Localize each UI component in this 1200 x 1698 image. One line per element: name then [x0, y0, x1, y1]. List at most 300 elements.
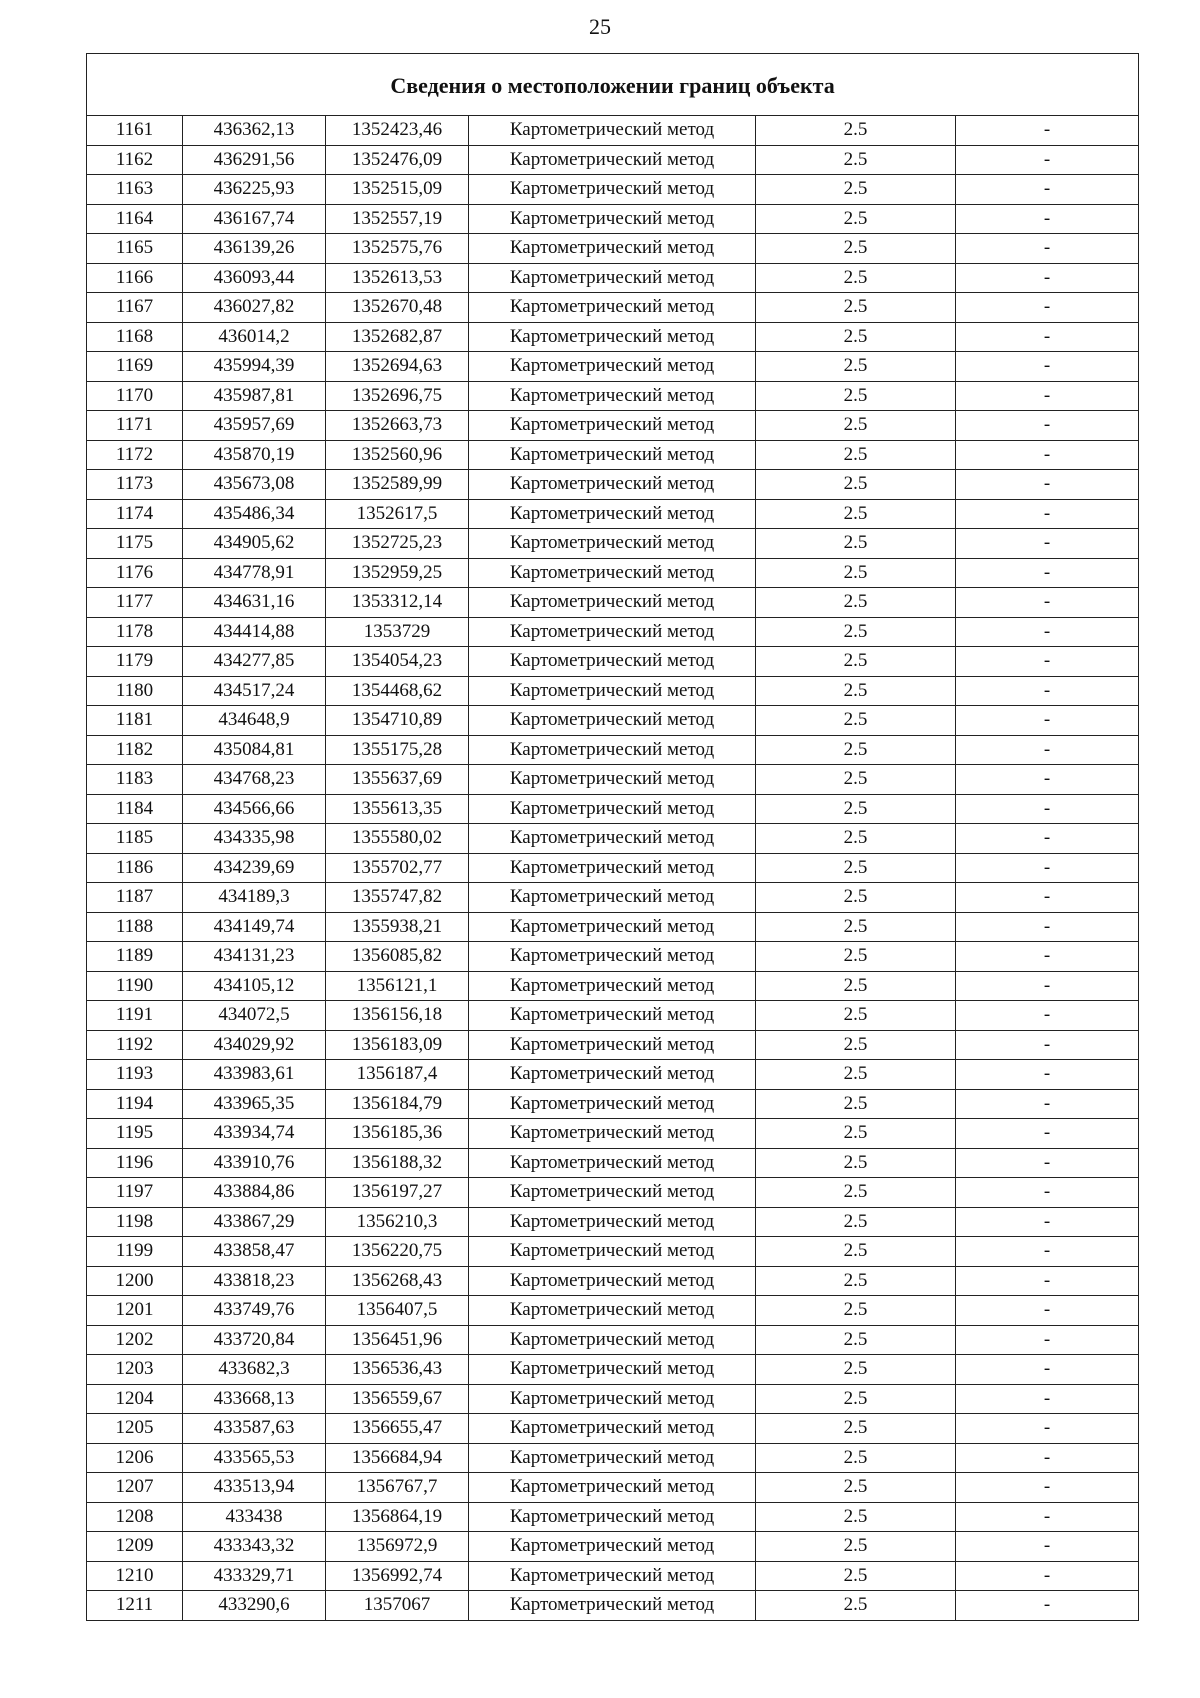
accuracy-cell: 2.5 [756, 1532, 956, 1562]
table-row [87, 942, 1139, 972]
accuracy-cell: 2.5 [756, 1030, 956, 1060]
x-coordinate-cell: 433983,61 [183, 1060, 326, 1090]
method-cell: Картометрический метод [469, 175, 756, 205]
description-cell: - [956, 912, 1139, 942]
point-number-cell: 1171 [87, 411, 183, 441]
point-number-cell: 1194 [87, 1089, 183, 1119]
point-number-cell: 1166 [87, 263, 183, 293]
point-number-cell: 1195 [87, 1119, 183, 1149]
table-row [87, 1207, 1139, 1237]
y-coordinate-cell: 1352423,46 [326, 116, 469, 146]
method-cell: Картометрический метод [469, 617, 756, 647]
point-number-cell: 1175 [87, 529, 183, 559]
accuracy-cell: 2.5 [756, 853, 956, 883]
y-coordinate-cell: 1355580,02 [326, 824, 469, 854]
method-cell: Картометрический метод [469, 971, 756, 1001]
table-row [87, 1355, 1139, 1385]
method-cell: Картометрический метод [469, 234, 756, 264]
table-row [87, 145, 1139, 175]
description-cell: - [956, 971, 1139, 1001]
y-coordinate-cell: 1356210,3 [326, 1207, 469, 1237]
description-cell: - [956, 1089, 1139, 1119]
y-coordinate-cell: 1352682,87 [326, 322, 469, 352]
point-number-cell: 1205 [87, 1414, 183, 1444]
point-number-cell: 1204 [87, 1384, 183, 1414]
accuracy-cell: 2.5 [756, 1148, 956, 1178]
point-number-cell: 1174 [87, 499, 183, 529]
point-number-cell: 1185 [87, 824, 183, 854]
method-cell: Картометрический метод [469, 1443, 756, 1473]
x-coordinate-cell: 434239,69 [183, 853, 326, 883]
y-coordinate-cell: 1357067 [326, 1591, 469, 1621]
x-coordinate-cell: 434905,62 [183, 529, 326, 559]
x-coordinate-cell: 433565,53 [183, 1443, 326, 1473]
table-title: Сведения о местоположении границ объекта [87, 54, 1139, 116]
point-number-cell: 1207 [87, 1473, 183, 1503]
y-coordinate-cell: 1355175,28 [326, 735, 469, 765]
accuracy-cell: 2.5 [756, 381, 956, 411]
accuracy-cell: 2.5 [756, 794, 956, 824]
method-cell: Картометрический метод [469, 1207, 756, 1237]
point-number-cell: 1187 [87, 883, 183, 913]
description-cell: - [956, 558, 1139, 588]
point-number-cell: 1168 [87, 322, 183, 352]
accuracy-cell: 2.5 [756, 558, 956, 588]
table-row [87, 322, 1139, 352]
y-coordinate-cell: 1356536,43 [326, 1355, 469, 1385]
x-coordinate-cell: 434778,91 [183, 558, 326, 588]
x-coordinate-cell: 433438 [183, 1502, 326, 1532]
description-cell: - [956, 706, 1139, 736]
description-cell: - [956, 676, 1139, 706]
table-row [87, 824, 1139, 854]
method-cell: Картометрический метод [469, 883, 756, 913]
y-coordinate-cell: 1352575,76 [326, 234, 469, 264]
accuracy-cell: 2.5 [756, 942, 956, 972]
method-cell: Картометрический метод [469, 1237, 756, 1267]
point-number-cell: 1176 [87, 558, 183, 588]
description-cell: - [956, 794, 1139, 824]
method-cell: Картометрический метод [469, 145, 756, 175]
boundary-coordinates-table [86, 53, 1139, 1621]
method-cell: Картометрический метод [469, 1266, 756, 1296]
method-cell: Картометрический метод [469, 735, 756, 765]
accuracy-cell: 2.5 [756, 971, 956, 1001]
description-cell: - [956, 735, 1139, 765]
accuracy-cell: 2.5 [756, 1296, 956, 1326]
y-coordinate-cell: 1356992,74 [326, 1561, 469, 1591]
point-number-cell: 1170 [87, 381, 183, 411]
method-cell: Картометрический метод [469, 1060, 756, 1090]
accuracy-cell: 2.5 [756, 1502, 956, 1532]
table-row [87, 499, 1139, 529]
x-coordinate-cell: 435870,19 [183, 440, 326, 470]
y-coordinate-cell: 1356559,67 [326, 1384, 469, 1414]
y-coordinate-cell: 1352696,75 [326, 381, 469, 411]
x-coordinate-cell: 433749,76 [183, 1296, 326, 1326]
y-coordinate-cell: 1355747,82 [326, 883, 469, 913]
y-coordinate-cell: 1352515,09 [326, 175, 469, 205]
x-coordinate-cell: 434072,5 [183, 1001, 326, 1031]
description-cell: - [956, 470, 1139, 500]
description-cell: - [956, 175, 1139, 205]
method-cell: Картометрический метод [469, 411, 756, 441]
y-coordinate-cell: 1354710,89 [326, 706, 469, 736]
description-cell: - [956, 263, 1139, 293]
point-number-cell: 1179 [87, 647, 183, 677]
table-row [87, 381, 1139, 411]
accuracy-cell: 2.5 [756, 1207, 956, 1237]
table-row [87, 1443, 1139, 1473]
table-row [87, 1148, 1139, 1178]
point-number-cell: 1169 [87, 352, 183, 382]
table-row [87, 1414, 1139, 1444]
x-coordinate-cell: 436225,93 [183, 175, 326, 205]
description-cell: - [956, 1414, 1139, 1444]
accuracy-cell: 2.5 [756, 470, 956, 500]
y-coordinate-cell: 1352476,09 [326, 145, 469, 175]
y-coordinate-cell: 1356187,4 [326, 1060, 469, 1090]
table-row [87, 794, 1139, 824]
x-coordinate-cell: 433858,47 [183, 1237, 326, 1267]
point-number-cell: 1208 [87, 1502, 183, 1532]
description-cell: - [956, 529, 1139, 559]
description-cell: - [956, 1030, 1139, 1060]
accuracy-cell: 2.5 [756, 1119, 956, 1149]
y-coordinate-cell: 1352725,23 [326, 529, 469, 559]
y-coordinate-cell: 1352589,99 [326, 470, 469, 500]
table-row [87, 1473, 1139, 1503]
y-coordinate-cell: 1356220,75 [326, 1237, 469, 1267]
description-cell: - [956, 204, 1139, 234]
y-coordinate-cell: 1353729 [326, 617, 469, 647]
method-cell: Картометрический метод [469, 676, 756, 706]
method-cell: Картометрический метод [469, 588, 756, 618]
point-number-cell: 1184 [87, 794, 183, 824]
table-row [87, 1119, 1139, 1149]
y-coordinate-cell: 1356407,5 [326, 1296, 469, 1326]
point-number-cell: 1188 [87, 912, 183, 942]
x-coordinate-cell: 433329,71 [183, 1561, 326, 1591]
method-cell: Картометрический метод [469, 1119, 756, 1149]
table-row [87, 411, 1139, 441]
x-coordinate-cell: 433867,29 [183, 1207, 326, 1237]
y-coordinate-cell: 1356864,19 [326, 1502, 469, 1532]
method-cell: Картометрический метод [469, 1148, 756, 1178]
y-coordinate-cell: 1352959,25 [326, 558, 469, 588]
table-row [87, 1060, 1139, 1090]
table-row [87, 883, 1139, 913]
x-coordinate-cell: 434648,9 [183, 706, 326, 736]
y-coordinate-cell: 1355613,35 [326, 794, 469, 824]
point-number-cell: 1177 [87, 588, 183, 618]
table-row [87, 116, 1139, 146]
point-number-cell: 1163 [87, 175, 183, 205]
x-coordinate-cell: 433682,3 [183, 1355, 326, 1385]
point-number-cell: 1200 [87, 1266, 183, 1296]
table-row [87, 1384, 1139, 1414]
accuracy-cell: 2.5 [756, 1178, 956, 1208]
x-coordinate-cell: 436167,74 [183, 204, 326, 234]
y-coordinate-cell: 1356197,27 [326, 1178, 469, 1208]
table-row [87, 529, 1139, 559]
table-row [87, 912, 1139, 942]
table-row [87, 1532, 1139, 1562]
table-row [87, 234, 1139, 264]
description-cell: - [956, 499, 1139, 529]
accuracy-cell: 2.5 [756, 440, 956, 470]
accuracy-cell: 2.5 [756, 1237, 956, 1267]
table-row [87, 647, 1139, 677]
description-cell: - [956, 234, 1139, 264]
page-number: 25 [589, 14, 611, 39]
table-row [87, 1561, 1139, 1591]
y-coordinate-cell: 1356684,94 [326, 1443, 469, 1473]
x-coordinate-cell: 434768,23 [183, 765, 326, 795]
x-coordinate-cell: 435994,39 [183, 352, 326, 382]
table-row [87, 765, 1139, 795]
accuracy-cell: 2.5 [756, 647, 956, 677]
x-coordinate-cell: 433290,6 [183, 1591, 326, 1621]
description-cell: - [956, 293, 1139, 323]
y-coordinate-cell: 1356156,18 [326, 1001, 469, 1031]
accuracy-cell: 2.5 [756, 1473, 956, 1503]
accuracy-cell: 2.5 [756, 293, 956, 323]
point-number-cell: 1172 [87, 440, 183, 470]
description-cell: - [956, 1502, 1139, 1532]
accuracy-cell: 2.5 [756, 411, 956, 441]
table-row [87, 588, 1139, 618]
method-cell: Картометрический метод [469, 942, 756, 972]
y-coordinate-cell: 1352663,73 [326, 411, 469, 441]
point-number-cell: 1181 [87, 706, 183, 736]
table-row [87, 706, 1139, 736]
accuracy-cell: 2.5 [756, 1355, 956, 1385]
y-coordinate-cell: 1356972,9 [326, 1532, 469, 1562]
point-number-cell: 1182 [87, 735, 183, 765]
x-coordinate-cell: 434517,24 [183, 676, 326, 706]
accuracy-cell: 2.5 [756, 204, 956, 234]
method-cell: Картометрический метод [469, 912, 756, 942]
method-cell: Картометрический метод [469, 1384, 756, 1414]
accuracy-cell: 2.5 [756, 1414, 956, 1444]
table-row [87, 1296, 1139, 1326]
description-cell: - [956, 617, 1139, 647]
table-title-row [87, 54, 1139, 116]
point-number-cell: 1199 [87, 1237, 183, 1267]
description-cell: - [956, 145, 1139, 175]
accuracy-cell: 2.5 [756, 706, 956, 736]
method-cell: Картометрический метод [469, 352, 756, 382]
accuracy-cell: 2.5 [756, 1591, 956, 1621]
point-number-cell: 1189 [87, 942, 183, 972]
table-row [87, 1237, 1139, 1267]
method-cell: Картометрический метод [469, 322, 756, 352]
x-coordinate-cell: 433587,63 [183, 1414, 326, 1444]
description-cell: - [956, 1532, 1139, 1562]
table-row [87, 971, 1139, 1001]
y-coordinate-cell: 1356655,47 [326, 1414, 469, 1444]
table-row [87, 175, 1139, 205]
point-number-cell: 1196 [87, 1148, 183, 1178]
table-row [87, 853, 1139, 883]
description-cell: - [956, 824, 1139, 854]
description-cell: - [956, 1266, 1139, 1296]
x-coordinate-cell: 436291,56 [183, 145, 326, 175]
accuracy-cell: 2.5 [756, 529, 956, 559]
accuracy-cell: 2.5 [756, 1561, 956, 1591]
point-number-cell: 1162 [87, 145, 183, 175]
method-cell: Картометрический метод [469, 647, 756, 677]
point-number-cell: 1192 [87, 1030, 183, 1060]
x-coordinate-cell: 435987,81 [183, 381, 326, 411]
description-cell: - [956, 1384, 1139, 1414]
accuracy-cell: 2.5 [756, 234, 956, 264]
description-cell: - [956, 588, 1139, 618]
accuracy-cell: 2.5 [756, 912, 956, 942]
y-coordinate-cell: 1355637,69 [326, 765, 469, 795]
accuracy-cell: 2.5 [756, 1443, 956, 1473]
point-number-cell: 1173 [87, 470, 183, 500]
description-cell: - [956, 1237, 1139, 1267]
table-row [87, 1030, 1139, 1060]
method-cell: Картометрический метод [469, 1325, 756, 1355]
x-coordinate-cell: 434189,3 [183, 883, 326, 913]
y-coordinate-cell: 1353312,14 [326, 588, 469, 618]
method-cell: Картометрический метод [469, 794, 756, 824]
x-coordinate-cell: 433884,86 [183, 1178, 326, 1208]
y-coordinate-cell: 1356188,32 [326, 1148, 469, 1178]
point-number-cell: 1197 [87, 1178, 183, 1208]
method-cell: Картометрический метод [469, 1532, 756, 1562]
table-row [87, 676, 1139, 706]
point-number-cell: 1164 [87, 204, 183, 234]
table-row [87, 352, 1139, 382]
method-cell: Картометрический метод [469, 263, 756, 293]
accuracy-cell: 2.5 [756, 1089, 956, 1119]
accuracy-cell: 2.5 [756, 676, 956, 706]
method-cell: Картометрический метод [469, 765, 756, 795]
boundary-table-container [86, 53, 1138, 1621]
method-cell: Картометрический метод [469, 1473, 756, 1503]
x-coordinate-cell: 433910,76 [183, 1148, 326, 1178]
method-cell: Картометрический метод [469, 1178, 756, 1208]
x-coordinate-cell: 435486,34 [183, 499, 326, 529]
point-number-cell: 1198 [87, 1207, 183, 1237]
point-number-cell: 1183 [87, 765, 183, 795]
point-number-cell: 1202 [87, 1325, 183, 1355]
x-coordinate-cell: 433818,23 [183, 1266, 326, 1296]
table-row [87, 1591, 1139, 1621]
table-row [87, 1178, 1139, 1208]
x-coordinate-cell: 433343,32 [183, 1532, 326, 1562]
accuracy-cell: 2.5 [756, 1384, 956, 1414]
point-number-cell: 1190 [87, 971, 183, 1001]
accuracy-cell: 2.5 [756, 1001, 956, 1031]
point-number-cell: 1180 [87, 676, 183, 706]
x-coordinate-cell: 436139,26 [183, 234, 326, 264]
y-coordinate-cell: 1355702,77 [326, 853, 469, 883]
method-cell: Картометрический метод [469, 853, 756, 883]
description-cell: - [956, 883, 1139, 913]
description-cell: - [956, 381, 1139, 411]
table-row [87, 1502, 1139, 1532]
x-coordinate-cell: 433965,35 [183, 1089, 326, 1119]
x-coordinate-cell: 436093,44 [183, 263, 326, 293]
x-coordinate-cell: 434131,23 [183, 942, 326, 972]
point-number-cell: 1178 [87, 617, 183, 647]
point-number-cell: 1211 [87, 1591, 183, 1621]
x-coordinate-cell: 434566,66 [183, 794, 326, 824]
table-row [87, 735, 1139, 765]
point-number-cell: 1209 [87, 1532, 183, 1562]
method-cell: Картометрический метод [469, 1089, 756, 1119]
table-row [87, 1001, 1139, 1031]
method-cell: Картометрический метод [469, 1591, 756, 1621]
x-coordinate-cell: 436014,2 [183, 322, 326, 352]
y-coordinate-cell: 1352557,19 [326, 204, 469, 234]
y-coordinate-cell: 1356767,7 [326, 1473, 469, 1503]
y-coordinate-cell: 1356085,82 [326, 942, 469, 972]
point-number-cell: 1206 [87, 1443, 183, 1473]
accuracy-cell: 2.5 [756, 617, 956, 647]
description-cell: - [956, 942, 1139, 972]
y-coordinate-cell: 1354054,23 [326, 647, 469, 677]
table-row [87, 470, 1139, 500]
y-coordinate-cell: 1355938,21 [326, 912, 469, 942]
point-number-cell: 1203 [87, 1355, 183, 1385]
method-cell: Картометрический метод [469, 1414, 756, 1444]
point-number-cell: 1201 [87, 1296, 183, 1326]
description-cell: - [956, 1591, 1139, 1621]
description-cell: - [956, 1355, 1139, 1385]
y-coordinate-cell: 1352613,53 [326, 263, 469, 293]
method-cell: Картометрический метод [469, 499, 756, 529]
x-coordinate-cell: 433668,13 [183, 1384, 326, 1414]
method-cell: Картометрический метод [469, 558, 756, 588]
y-coordinate-cell: 1352560,96 [326, 440, 469, 470]
y-coordinate-cell: 1356183,09 [326, 1030, 469, 1060]
accuracy-cell: 2.5 [756, 322, 956, 352]
description-cell: - [956, 411, 1139, 441]
description-cell: - [956, 322, 1139, 352]
description-cell: - [956, 1148, 1139, 1178]
y-coordinate-cell: 1356185,36 [326, 1119, 469, 1149]
point-number-cell: 1186 [87, 853, 183, 883]
x-coordinate-cell: 434149,74 [183, 912, 326, 942]
accuracy-cell: 2.5 [756, 1325, 956, 1355]
x-coordinate-cell: 433934,74 [183, 1119, 326, 1149]
table-row [87, 204, 1139, 234]
x-coordinate-cell: 434105,12 [183, 971, 326, 1001]
accuracy-cell: 2.5 [756, 145, 956, 175]
description-cell: - [956, 1178, 1139, 1208]
method-cell: Картометрический метод [469, 529, 756, 559]
accuracy-cell: 2.5 [756, 883, 956, 913]
accuracy-cell: 2.5 [756, 588, 956, 618]
x-coordinate-cell: 434631,16 [183, 588, 326, 618]
description-cell: - [956, 116, 1139, 146]
description-cell: - [956, 1443, 1139, 1473]
description-cell: - [956, 1296, 1139, 1326]
x-coordinate-cell: 433513,94 [183, 1473, 326, 1503]
method-cell: Картометрический метод [469, 381, 756, 411]
method-cell: Картометрический метод [469, 293, 756, 323]
method-cell: Картометрический метод [469, 824, 756, 854]
description-cell: - [956, 1325, 1139, 1355]
method-cell: Картометрический метод [469, 706, 756, 736]
method-cell: Картометрический метод [469, 1355, 756, 1385]
